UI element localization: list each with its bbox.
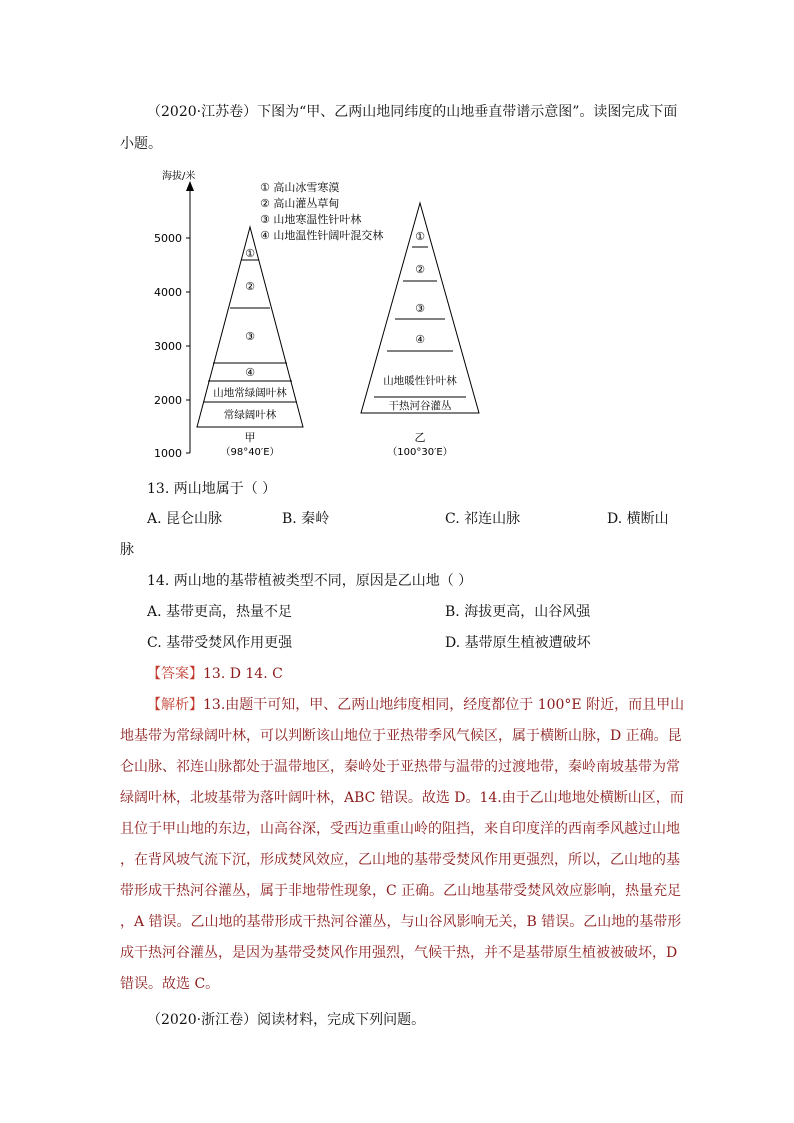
analysis-tag: 【解析】 [147,697,203,713]
answer-tag: 【答案】 [147,666,203,682]
mountain-a-zone-5: 山地常绿阔叶林 [213,387,287,399]
q14-option-b: B. 海拔更高，山谷风强 [445,604,591,620]
answer-text: 13. D 14. C [203,666,283,682]
mountain-a-zone-2: ② [245,280,255,293]
mountain-b-longitude: （100°30′E） [387,447,453,458]
analysis-line-8: ，A 错误。乙山地的基带形成干热河谷灌丛，与山谷风影响无关，B 错误。乙山地的基带形 [120,914,682,930]
mountain-b-zone-3: ③ [415,302,425,315]
q13-stem: 13. 两山地属于（ ） [147,481,277,497]
y-tick-5000: 5000 [154,232,182,245]
q14-stem: 14. 两山地的基带植被类型不同，原因是乙山地（ ） [147,573,473,589]
mountain-b-zone-1: ① [415,230,425,243]
legend-item-1: ① 高山冰雪寒漠 [260,181,340,194]
q13-option-b: B. 秦岭 [282,511,330,527]
mountain-b-name: 乙 [414,431,426,444]
q14-option-d: D. 基带原生植被遭破坏 [445,635,591,651]
answer-line [147,664,283,684]
mountain-a-zone-6: 常绿阔叶林 [223,409,277,421]
analysis-line-6: ，在背风坡气流下沉，形成焚风效应，乙山地的基带受焚风作用更强烈，所以，乙山地的基 [120,852,680,868]
mountain-a-longitude: （98°40′E） [220,447,280,458]
analysis-line-2: 地基带为常绿阔叶林，可以判断该山地位于亚热带季风气候区，属于横断山脉，D 正确。昆 [120,728,682,744]
mountain-b-zone-5: 山地暖性针叶林 [383,375,457,387]
analysis-line-9: 成干热河谷灌丛，是因为基带受焚风作用强烈，气候干热，并不是基带原生植被被破坏，D [120,945,678,961]
q13-option-c: C. 祁连山脉 [445,511,521,527]
mountain-a-zone-1: ① [245,247,255,260]
y-axis-arrow [186,181,194,191]
legend-item-3: ③ 山地寒温性针叶林 [260,213,362,226]
mountain-b-zone-2: ② [415,263,425,276]
intro-line-2: 小题。 [120,136,162,152]
legend-item-4: ④ 山地温性针阔叶混交林 [260,229,384,242]
mountain-a-zone-3: ③ [245,330,255,343]
analysis-line-5: 且位于甲山地的东边，山高谷深，受西边重重山岭的阻挡，来自印度洋的西南季风越过山地 [120,821,680,837]
analysis-line-3: 仑山脉、祁连山脉都处于温带地区，秦岭处于亚热带与温带的过渡地带，秦岭南坡基带为常 [120,759,680,775]
analysis-text-1: 13.由题干可知，甲、乙两山地纬度相同，经度都位于 100°E 附近，而且甲山 [203,697,685,713]
analysis-line-1 [147,695,684,715]
intro-line-1: （2020·江苏卷）下图为“甲、乙两山地同纬度的山地垂直带谱示意图”。读图完成下面 [147,104,678,120]
q13-option-a: A. 昆仑山脉 [147,511,223,527]
mountain-b-zone-6: 干热河谷灌丛 [388,400,452,412]
legend-item-2: ② 高山灌丛草甸 [260,197,340,210]
y-tick-3000: 3000 [154,340,182,353]
mountain-b-zone-4: ④ [415,333,425,346]
next-section-intro: （2020·浙江卷）阅读材料，完成下列问题。 [147,1012,426,1028]
analysis-line-7: 带形成干热河谷灌丛，属于非地带性现象，C 正确。乙山地基带受焚风效应影响，热量充足 [120,883,682,899]
y-tick-2000: 2000 [154,394,182,407]
y-tick-1000: 1000 [154,447,182,460]
vertical-zonation-figure [150,165,490,465]
analysis-line-4: 绿阔叶林，北坡基带为落叶阔叶林，ABC 错误。故选 D。14.由于乙山地地处横断山区，而 [120,790,684,806]
y-axis-label: 海拔/米 [162,171,196,182]
q13-option-d: D. 横断山 [607,511,669,527]
q14-option-a: A. 基带更高，热量不足 [147,604,293,620]
mountain-a-zone-4: ④ [245,366,255,379]
q13-option-d-wrap: 脉 [120,542,134,558]
analysis-line-10: 错误。故选 C。 [120,976,220,992]
q14-option-c: C. 基带受焚风作用更强 [147,635,293,651]
y-tick-4000: 4000 [154,286,182,299]
mountain-a-name: 甲 [244,431,256,444]
